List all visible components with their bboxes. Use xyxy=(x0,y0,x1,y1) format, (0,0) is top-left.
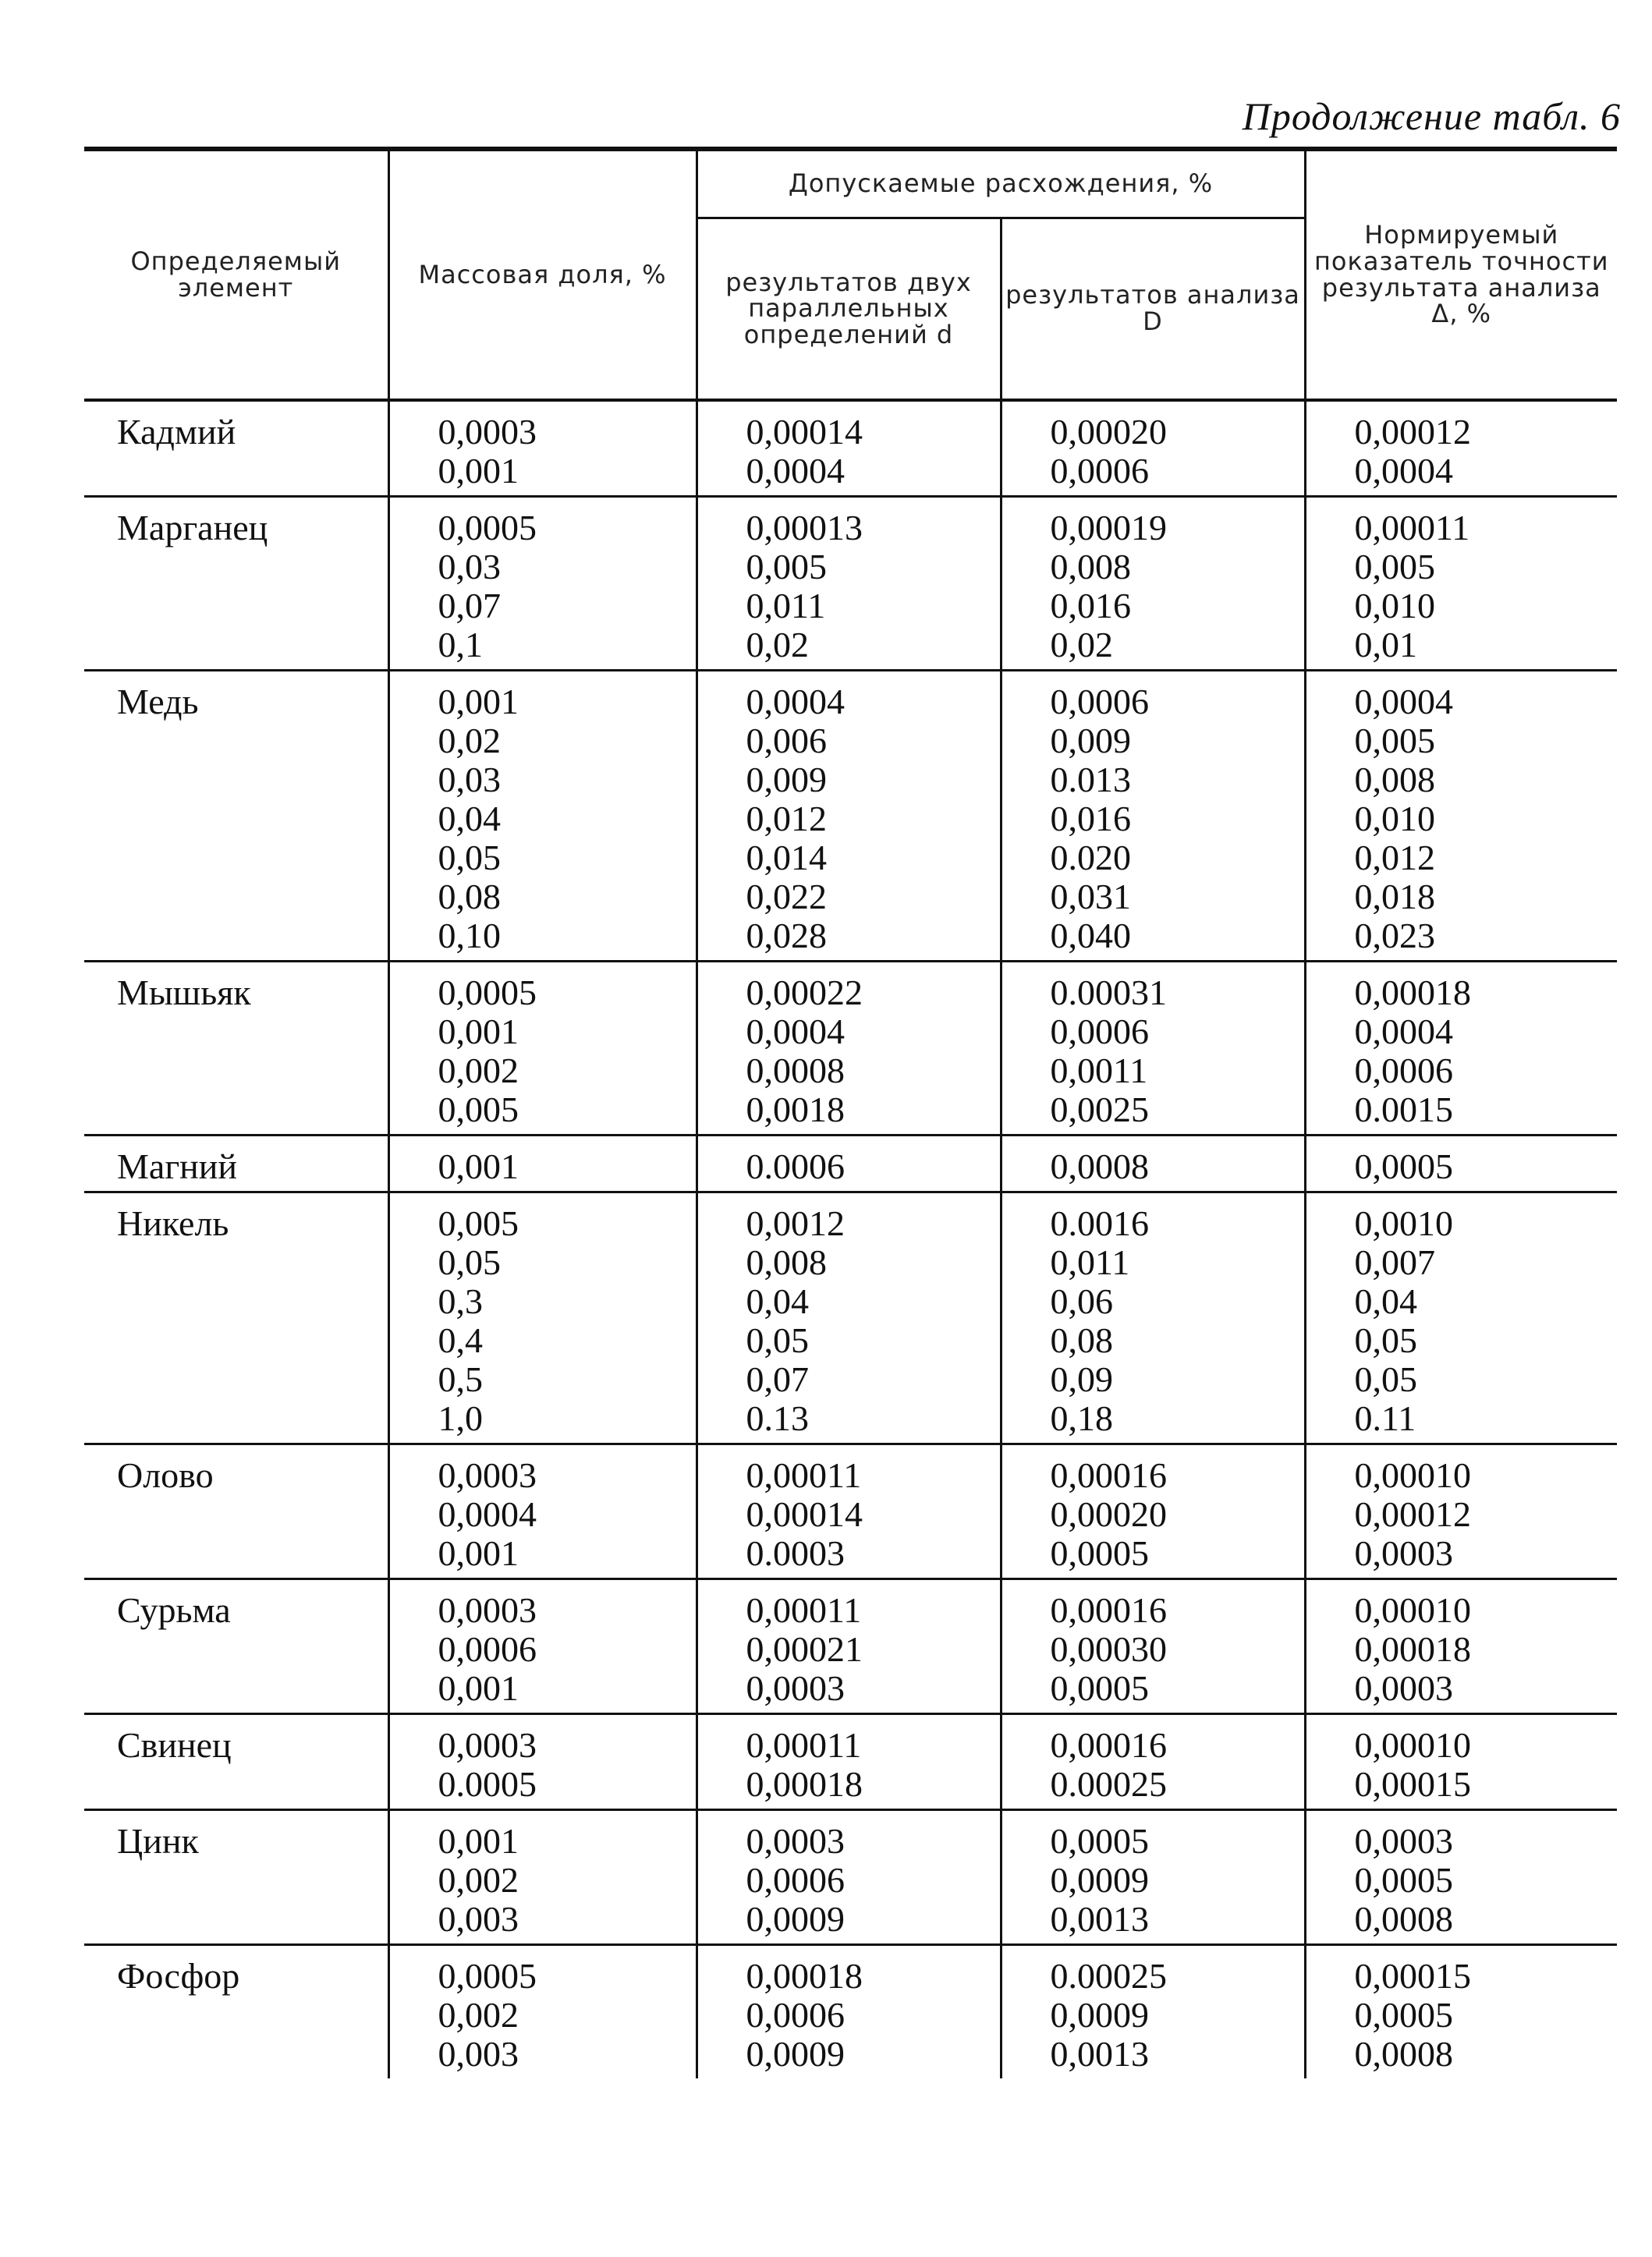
accuracy-value: 0,00018 xyxy=(1354,1629,1471,1669)
mass-fraction: 0,001 xyxy=(438,682,519,721)
parallel-discrepancy: 0,008 xyxy=(746,1242,827,1282)
analysis-discrepancy-cell xyxy=(1001,497,1305,671)
analysis-discrepancy: 0,0005 xyxy=(1050,1668,1149,1708)
analysis-discrepancy: 0,08 xyxy=(1050,1320,1113,1360)
parallel-discrepancy: 0,04 xyxy=(746,1281,809,1321)
analysis-discrepancy: 0,0005 xyxy=(1050,1533,1149,1573)
analysis-discrepancy-cell xyxy=(1001,671,1305,962)
mass-fraction: 0,3 xyxy=(438,1281,483,1321)
analysis-discrepancy: 0,0013 xyxy=(1050,1899,1149,1939)
mass-fraction: 0,04 xyxy=(438,799,501,838)
parallel-discrepancy: 0,07 xyxy=(746,1359,809,1399)
parallel-discrepancy: 0.0003 xyxy=(746,1533,845,1573)
table-row xyxy=(84,671,1617,962)
parallel-discrepancy-cell xyxy=(697,1945,1001,2079)
accuracy-value-cell xyxy=(1305,497,1617,671)
element-name: Кадмий xyxy=(84,400,388,497)
accuracy-value: 0,0004 xyxy=(1354,451,1453,491)
accuracy-value: 0,00018 xyxy=(1354,973,1471,1012)
mass-fraction: 0,05 xyxy=(438,1242,501,1282)
accuracy-value: 0.0015 xyxy=(1354,1090,1453,1129)
parallel-discrepancy: 0.0006 xyxy=(746,1146,845,1186)
table-row xyxy=(84,1714,1617,1810)
analysis-discrepancy-cell xyxy=(1001,1444,1305,1579)
parallel-discrepancy: 0,0006 xyxy=(746,1995,845,2035)
mass-fraction: 0,005 xyxy=(438,1090,519,1129)
mass-fraction-cell xyxy=(388,1810,697,1945)
mass-fraction: 0,001 xyxy=(438,1533,519,1573)
mass-fraction: 0,0003 xyxy=(438,412,537,452)
table-row xyxy=(84,962,1617,1136)
mass-fraction: 0,0005 xyxy=(438,1956,537,1996)
mass-fraction-cell xyxy=(388,400,697,497)
mass-fraction: 1,0 xyxy=(438,1398,483,1438)
table-header xyxy=(84,149,1617,400)
accuracy-value: 0,05 xyxy=(1354,1320,1417,1360)
element-name: Сурьма xyxy=(84,1579,388,1714)
analysis-discrepancy: 0,09 xyxy=(1050,1359,1113,1399)
parallel-discrepancy: 0,009 xyxy=(746,760,827,799)
parallel-discrepancy-cell xyxy=(697,1136,1001,1192)
parallel-discrepancy: 0,00014 xyxy=(746,1494,863,1534)
accuracy-value: 0,0003 xyxy=(1354,1533,1453,1573)
parallel-discrepancy: 0,00011 xyxy=(746,1455,862,1495)
mass-fraction: 0,001 xyxy=(438,1146,519,1186)
parallel-discrepancy-cell xyxy=(697,1579,1001,1714)
mass-fraction-cell xyxy=(388,1714,697,1810)
parallel-discrepancy: 0,0012 xyxy=(746,1203,845,1243)
parallel-discrepancy: 0,00011 xyxy=(746,1725,862,1765)
accuracy-value: 0.11 xyxy=(1354,1398,1416,1438)
analysis-discrepancy: 0,0013 xyxy=(1050,2034,1149,2074)
analysis-discrepancy-cell xyxy=(1001,1945,1305,2079)
accuracy-value: 0,04 xyxy=(1354,1281,1417,1321)
table-row xyxy=(84,1444,1617,1579)
data-table xyxy=(84,147,1617,2078)
table-row xyxy=(84,1810,1617,1945)
mass-fraction: 0,08 xyxy=(438,877,501,916)
accuracy-value: 0,0003 xyxy=(1354,1668,1453,1708)
parallel-discrepancy: 0,0018 xyxy=(746,1090,845,1129)
analysis-discrepancy: 0,0005 xyxy=(1050,1821,1149,1861)
parallel-discrepancy: 0,012 xyxy=(746,799,827,838)
accuracy-value: 0,0010 xyxy=(1354,1203,1453,1243)
header-analysis-results: результатов анализа D xyxy=(1001,218,1305,401)
mass-fraction: 0,0006 xyxy=(438,1629,537,1669)
element-name: Мышьяк xyxy=(84,962,388,1136)
mass-fraction-cell xyxy=(388,962,697,1136)
parallel-discrepancy: 0,00018 xyxy=(746,1956,863,1996)
table-continuation-caption: Продолжение табл. 6 xyxy=(1242,94,1621,138)
analysis-discrepancy: 0,016 xyxy=(1050,799,1131,838)
accuracy-value: 0,0008 xyxy=(1354,1899,1453,1939)
parallel-discrepancy: 0,022 xyxy=(746,877,827,916)
accuracy-value: 0,0005 xyxy=(1354,1995,1453,2035)
accuracy-value: 0,00012 xyxy=(1354,1494,1471,1534)
mass-fraction: 0,10 xyxy=(438,916,501,955)
parallel-discrepancy: 0,00022 xyxy=(746,973,863,1012)
parallel-discrepancy: 0,00014 xyxy=(746,412,863,452)
analysis-discrepancy: 0,00016 xyxy=(1050,1725,1167,1765)
accuracy-value: 0,00010 xyxy=(1354,1725,1471,1765)
parallel-discrepancy: 0,0003 xyxy=(746,1821,845,1861)
precision-table xyxy=(84,147,1617,2078)
parallel-discrepancy: 0,00013 xyxy=(746,508,863,547)
mass-fraction: 0,0005 xyxy=(438,973,537,1012)
element-name: Свинец xyxy=(84,1714,388,1810)
analysis-discrepancy: 0,040 xyxy=(1050,916,1131,955)
analysis-discrepancy: 0,009 xyxy=(1050,721,1131,760)
mass-fraction: 0,002 xyxy=(438,1995,519,2035)
parallel-discrepancy: 0,00011 xyxy=(746,1590,862,1630)
mass-fraction: 0,05 xyxy=(438,838,501,877)
analysis-discrepancy: 0,00020 xyxy=(1050,1494,1167,1534)
parallel-discrepancy: 0,0008 xyxy=(746,1051,845,1090)
accuracy-value: 0,00010 xyxy=(1354,1590,1471,1630)
analysis-discrepancy: 0,031 xyxy=(1050,877,1131,916)
accuracy-value: 0,0003 xyxy=(1354,1821,1453,1861)
parallel-discrepancy: 0,0004 xyxy=(746,1012,845,1051)
mass-fraction: 0,001 xyxy=(438,1668,519,1708)
analysis-discrepancy-cell xyxy=(1001,962,1305,1136)
header-allowed-discrepancies: Допускаемые расхождения, % xyxy=(697,149,1305,218)
parallel-discrepancy: 0,0004 xyxy=(746,451,845,491)
parallel-discrepancy: 0,0006 xyxy=(746,1860,845,1900)
parallel-discrepancy-cell xyxy=(697,1444,1001,1579)
accuracy-value: 0,01 xyxy=(1354,625,1417,664)
analysis-discrepancy-cell xyxy=(1001,400,1305,497)
accuracy-value: 0,00011 xyxy=(1354,508,1470,547)
element-name: Цинк xyxy=(84,1810,388,1945)
parallel-discrepancy: 0,00021 xyxy=(746,1629,863,1669)
accuracy-value: 0,008 xyxy=(1354,760,1435,799)
analysis-discrepancy: 0,18 xyxy=(1050,1398,1113,1438)
parallel-discrepancy: 0,011 xyxy=(746,586,826,625)
parallel-discrepancy: 0,0004 xyxy=(746,682,845,721)
analysis-discrepancy: 0,06 xyxy=(1050,1281,1113,1321)
parallel-discrepancy: 0,0009 xyxy=(746,2034,845,2074)
analysis-discrepancy: 0,0008 xyxy=(1050,1146,1149,1186)
accuracy-value-cell xyxy=(1305,1714,1617,1810)
parallel-discrepancy: 0,05 xyxy=(746,1320,809,1360)
mass-fraction: 0,03 xyxy=(438,547,501,586)
parallel-discrepancy: 0,006 xyxy=(746,721,827,760)
analysis-discrepancy: 0,0025 xyxy=(1050,1090,1149,1129)
table-row xyxy=(84,1945,1617,2079)
accuracy-value: 0,05 xyxy=(1354,1359,1417,1399)
accuracy-value: 0,010 xyxy=(1354,799,1435,838)
element-name: Фосфор xyxy=(117,1956,240,1996)
parallel-discrepancy: 0,005 xyxy=(746,547,827,586)
mass-fraction: 0,002 xyxy=(438,1860,519,1900)
analysis-discrepancy: 0,02 xyxy=(1050,625,1113,664)
accuracy-value-cell xyxy=(1305,1579,1617,1714)
parallel-discrepancy-cell xyxy=(697,962,1001,1136)
mass-fraction: 0,003 xyxy=(438,2034,519,2074)
mass-fraction: 0,07 xyxy=(438,586,501,625)
parallel-discrepancy: 0,02 xyxy=(746,625,809,664)
accuracy-value: 0,0004 xyxy=(1354,682,1453,721)
parallel-discrepancy: 0,014 xyxy=(746,838,827,877)
table-row xyxy=(84,1579,1617,1714)
table-row xyxy=(84,400,1617,497)
header-element: Определяемый элемент xyxy=(84,149,388,400)
mass-fraction: 0,03 xyxy=(438,760,501,799)
analysis-discrepancy-cell xyxy=(1001,1136,1305,1192)
parallel-discrepancy: 0,0009 xyxy=(746,1899,845,1939)
mass-fraction: 0,1 xyxy=(438,625,483,664)
analysis-discrepancy: 0,0011 xyxy=(1050,1051,1148,1090)
analysis-discrepancy: 0,0006 xyxy=(1050,1012,1149,1051)
analysis-discrepancy: 0.00025 xyxy=(1050,1764,1167,1804)
mass-fraction: 0,001 xyxy=(438,451,519,491)
analysis-discrepancy: 0,00016 xyxy=(1050,1455,1167,1495)
parallel-discrepancy-cell xyxy=(697,1714,1001,1810)
parallel-discrepancy: 0,00018 xyxy=(746,1764,863,1804)
accuracy-value: 0,007 xyxy=(1354,1242,1435,1282)
analysis-discrepancy-cell xyxy=(1001,1192,1305,1444)
mass-fraction: 0,001 xyxy=(438,1012,519,1051)
analysis-discrepancy: 0.00025 xyxy=(1050,1956,1167,1996)
analysis-discrepancy-cell xyxy=(1001,1810,1305,1945)
parallel-discrepancy-cell xyxy=(697,1192,1001,1444)
accuracy-value: 0,0005 xyxy=(1354,1860,1453,1900)
analysis-discrepancy: 0,008 xyxy=(1050,547,1131,586)
mass-fraction: 0,0003 xyxy=(438,1590,537,1630)
analysis-discrepancy: 0,00016 xyxy=(1050,1590,1167,1630)
analysis-discrepancy: 0,00030 xyxy=(1050,1629,1167,1669)
accuracy-value: 0,00010 xyxy=(1354,1455,1471,1495)
accuracy-value: 0,012 xyxy=(1354,838,1435,877)
table-row xyxy=(84,1136,1617,1192)
table-row xyxy=(84,1192,1617,1444)
parallel-discrepancy-cell xyxy=(697,671,1001,962)
accuracy-value: 0,0005 xyxy=(1354,1146,1453,1186)
accuracy-value: 0,00012 xyxy=(1354,412,1471,452)
analysis-discrepancy: 0,016 xyxy=(1050,586,1131,625)
analysis-discrepancy-cell xyxy=(1001,1714,1305,1810)
header-parallel-results: результатов двух параллельных определений d xyxy=(697,218,1001,401)
accuracy-value-cell xyxy=(1305,962,1617,1136)
accuracy-value: 0,0004 xyxy=(1354,1012,1453,1051)
mass-fraction-cell xyxy=(388,671,697,962)
parallel-discrepancy-cell xyxy=(697,400,1001,497)
accuracy-value: 0,005 xyxy=(1354,547,1435,586)
mass-fraction: 0,001 xyxy=(438,1821,519,1861)
mass-fraction-cell xyxy=(388,1444,697,1579)
mass-fraction: 0,0003 xyxy=(438,1725,537,1765)
accuracy-value-cell xyxy=(1305,400,1617,497)
mass-fraction-cell xyxy=(388,1945,697,2079)
element-name: Олово xyxy=(84,1444,388,1579)
accuracy-value: 0,018 xyxy=(1354,877,1435,916)
header-accuracy: Нормируемый показатель точности результата анализа Δ, % xyxy=(1305,149,1617,400)
mass-fraction-cell xyxy=(388,1579,697,1714)
analysis-discrepancy: 0,0009 xyxy=(1050,1860,1149,1900)
mass-fraction: 0,002 xyxy=(438,1051,519,1090)
parallel-discrepancy-cell xyxy=(697,1810,1001,1945)
parallel-discrepancy: 0,0003 xyxy=(746,1668,845,1708)
analysis-discrepancy: 0.013 xyxy=(1050,760,1131,799)
analysis-discrepancy: 0.00031 xyxy=(1050,973,1167,1012)
analysis-discrepancy: 0,00020 xyxy=(1050,412,1167,452)
element-name: Никель xyxy=(84,1192,388,1444)
analysis-discrepancy: 0.0016 xyxy=(1050,1203,1149,1243)
parallel-discrepancy: 0.13 xyxy=(746,1398,809,1438)
accuracy-value: 0,010 xyxy=(1354,586,1435,625)
analysis-discrepancy: 0,0009 xyxy=(1050,1995,1149,2035)
mass-fraction: 0,003 xyxy=(438,1899,519,1939)
mass-fraction: 0.0005 xyxy=(438,1764,537,1804)
accuracy-value: 0,023 xyxy=(1354,916,1435,955)
mass-fraction: 0,5 xyxy=(438,1359,483,1399)
accuracy-value: 0,0008 xyxy=(1354,2034,1453,2074)
accuracy-value-cell xyxy=(1305,1136,1617,1192)
accuracy-value-cell xyxy=(1305,1810,1617,1945)
mass-fraction-cell xyxy=(388,1136,697,1192)
parallel-discrepancy-cell xyxy=(697,497,1001,671)
mass-fraction-cell xyxy=(388,497,697,671)
accuracy-value-cell xyxy=(1305,1945,1617,2079)
element-name: Магний xyxy=(84,1136,388,1192)
mass-fraction: 0,0005 xyxy=(438,508,537,547)
element-name: Марганец xyxy=(84,497,388,671)
analysis-discrepancy: 0.020 xyxy=(1050,838,1131,877)
mass-fraction: 0,0004 xyxy=(438,1494,537,1534)
analysis-discrepancy: 0,011 xyxy=(1050,1242,1130,1282)
table-body xyxy=(84,400,1617,2078)
accuracy-value: 0,005 xyxy=(1354,721,1435,760)
mass-fraction: 0,0003 xyxy=(438,1455,537,1495)
analysis-discrepancy-cell xyxy=(1001,1579,1305,1714)
accuracy-value-cell xyxy=(1305,1192,1617,1444)
accuracy-value-cell xyxy=(1305,671,1617,962)
analysis-discrepancy: 0,00019 xyxy=(1050,508,1167,547)
accuracy-value-cell xyxy=(1305,1444,1617,1579)
accuracy-value: 0,0006 xyxy=(1354,1051,1453,1090)
analysis-discrepancy: 0,0006 xyxy=(1050,451,1149,491)
mass-fraction: 0,4 xyxy=(438,1320,483,1360)
parallel-discrepancy: 0,028 xyxy=(746,916,827,955)
mass-fraction: 0,005 xyxy=(438,1203,519,1243)
accuracy-value: 0,00015 xyxy=(1354,1956,1471,1996)
table-row xyxy=(84,497,1617,671)
mass-fraction-cell xyxy=(388,1192,697,1444)
element-name: Медь xyxy=(84,671,388,962)
accuracy-value: 0,00015 xyxy=(1354,1764,1471,1804)
mass-fraction: 0,02 xyxy=(438,721,501,760)
header-mass-fraction: Массовая доля, % xyxy=(388,149,697,400)
analysis-discrepancy: 0,0006 xyxy=(1050,682,1149,721)
